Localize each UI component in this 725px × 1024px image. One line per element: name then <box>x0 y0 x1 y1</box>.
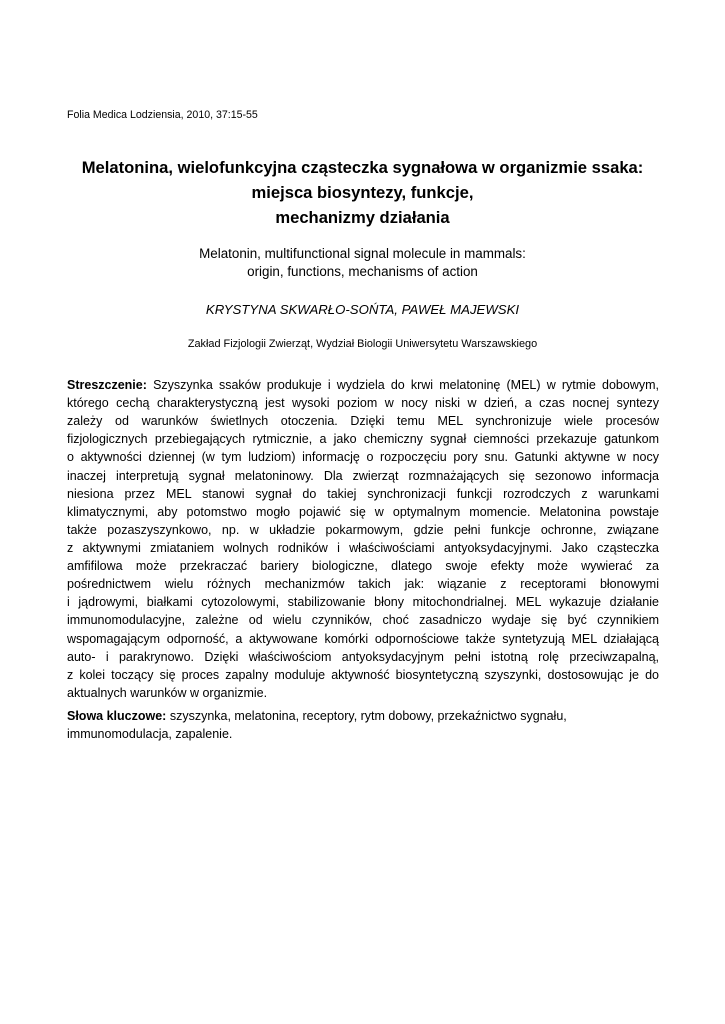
abstract-line: i jądrowymi, białkami cytozolowymi, stabilizowanie błony mitochondrialnej. MEL wykazuje działanie <box>67 595 659 610</box>
abstract-label: Streszczenie: <box>67 378 147 392</box>
abstract-line: inaczej interpretują sygnał melatoninowy. Dla zwierząt rozmnażających się sezonowo informacja <box>67 468 659 483</box>
abstract-line: wspomagającym odporność, a aktywowane komórki odpornościowe także syntetyzują MEL działającą <box>67 631 659 646</box>
title-polish-line: Melatonina, wielofunkcyjna cząsteczka sygnałowa w organizmie ssaka: <box>81 158 644 177</box>
abstract-line: fizjologicznych przebiegających rytmicznie, a jako chemiczny sygnał ciemności przekazuje gatunkom <box>67 432 659 447</box>
abstract-line: aktualnych warunków w organizmie. <box>67 685 268 700</box>
abstract-line: z kolei toczący się proces zapalny moduluje aktywność biosyntetyczną szyszynki, dostosowując je do <box>67 667 659 682</box>
title-english <box>40 245 685 281</box>
abstract-line: amfifilowa może przekraczać bariery biologiczne, dlatego swoje efekty może wywierać za <box>67 559 659 574</box>
keywords-line <box>67 707 659 725</box>
abstract-line: pośrednictwem wielu różnych mechanizmów takich jak: wiązanie z receptorami błonowymi <box>67 577 659 592</box>
authors: KRYSTYNA SKWARŁO-SOŃTA, PAWEŁ MAJEWSKI <box>205 302 520 317</box>
title-english-line: Melatonin, multifunctional signal molecule in mammals: <box>199 246 526 261</box>
title-polish-line: miejsca biosyntezy, funkcje, <box>251 183 474 202</box>
abstract-line: którego cechą charakterystyczną jest wysoki poziom w nocy niski w dzień, a czas nocnej syntezy <box>67 396 659 411</box>
journal-citation: Folia Medica Lodziensia, 2010, 37:15-55 <box>67 109 258 121</box>
abstract-line: także pozaszyszynkowo, np. w układzie pokarmowym, gdzie pełni funkcje ochronne, związane <box>67 522 659 537</box>
title-polish-line: mechanizmy działania <box>275 208 450 227</box>
abstract <box>67 376 659 702</box>
abstract-line: zależy od warunków świetlnych otoczenia. Dzięki temu MEL synchronizuje wiele procesów <box>67 414 659 429</box>
abstract-line: o aktywności dziennej (w tym ludziom) informację o rozpoczęciu pory snu. Gatunki aktywne w nocy <box>67 450 659 465</box>
affiliation: Zakład Fizjologii Zwierząt, Wydział Biologii Uniwersytetu Warszawskiego <box>187 338 538 350</box>
abstract-line: klimatycznymi, aby potomstwo mogło pojawić się w optymalnym momencie. Melatonina powstaje <box>67 504 659 519</box>
abstract-line <box>67 376 659 394</box>
keywords-label: Słowa kluczowe: <box>67 709 167 723</box>
abstract-line: z aktywnymi zmiataniem wolnych rodników i właściwościami antyoksydacyjnymi. Jako cząsteczka <box>67 540 659 555</box>
abstract-line: auto- i parakrynowo. Dzięki właściwościom antyoksydacyjnym pełni istotną rolę przeciwzapalną, <box>67 649 659 664</box>
abstract-line: niesiona przez MEL stanowi sygnał do takiej synchronizacji funkcji rozrodczych z warunkami <box>67 486 659 501</box>
keywords-text: szyszynka, melatonina, receptory, rytm dobowy, przekaźnictwo sygnału, <box>169 709 567 723</box>
keywords <box>67 707 659 743</box>
title-polish <box>40 155 685 230</box>
title-english-line: origin, functions, mechanisms of action <box>247 264 478 279</box>
keywords-line: immunomodulacja, zapalenie. <box>67 727 233 742</box>
abstract-line: immunomodulacyjne, zależne od wielu czynników, choć zasadniczo wydaje się być czynnikiem <box>67 613 659 628</box>
abstract-text: Szyszynka ssaków produkuje i wydziela do krwi melatoninę (MEL) w rytmie dobowym, <box>153 378 660 392</box>
